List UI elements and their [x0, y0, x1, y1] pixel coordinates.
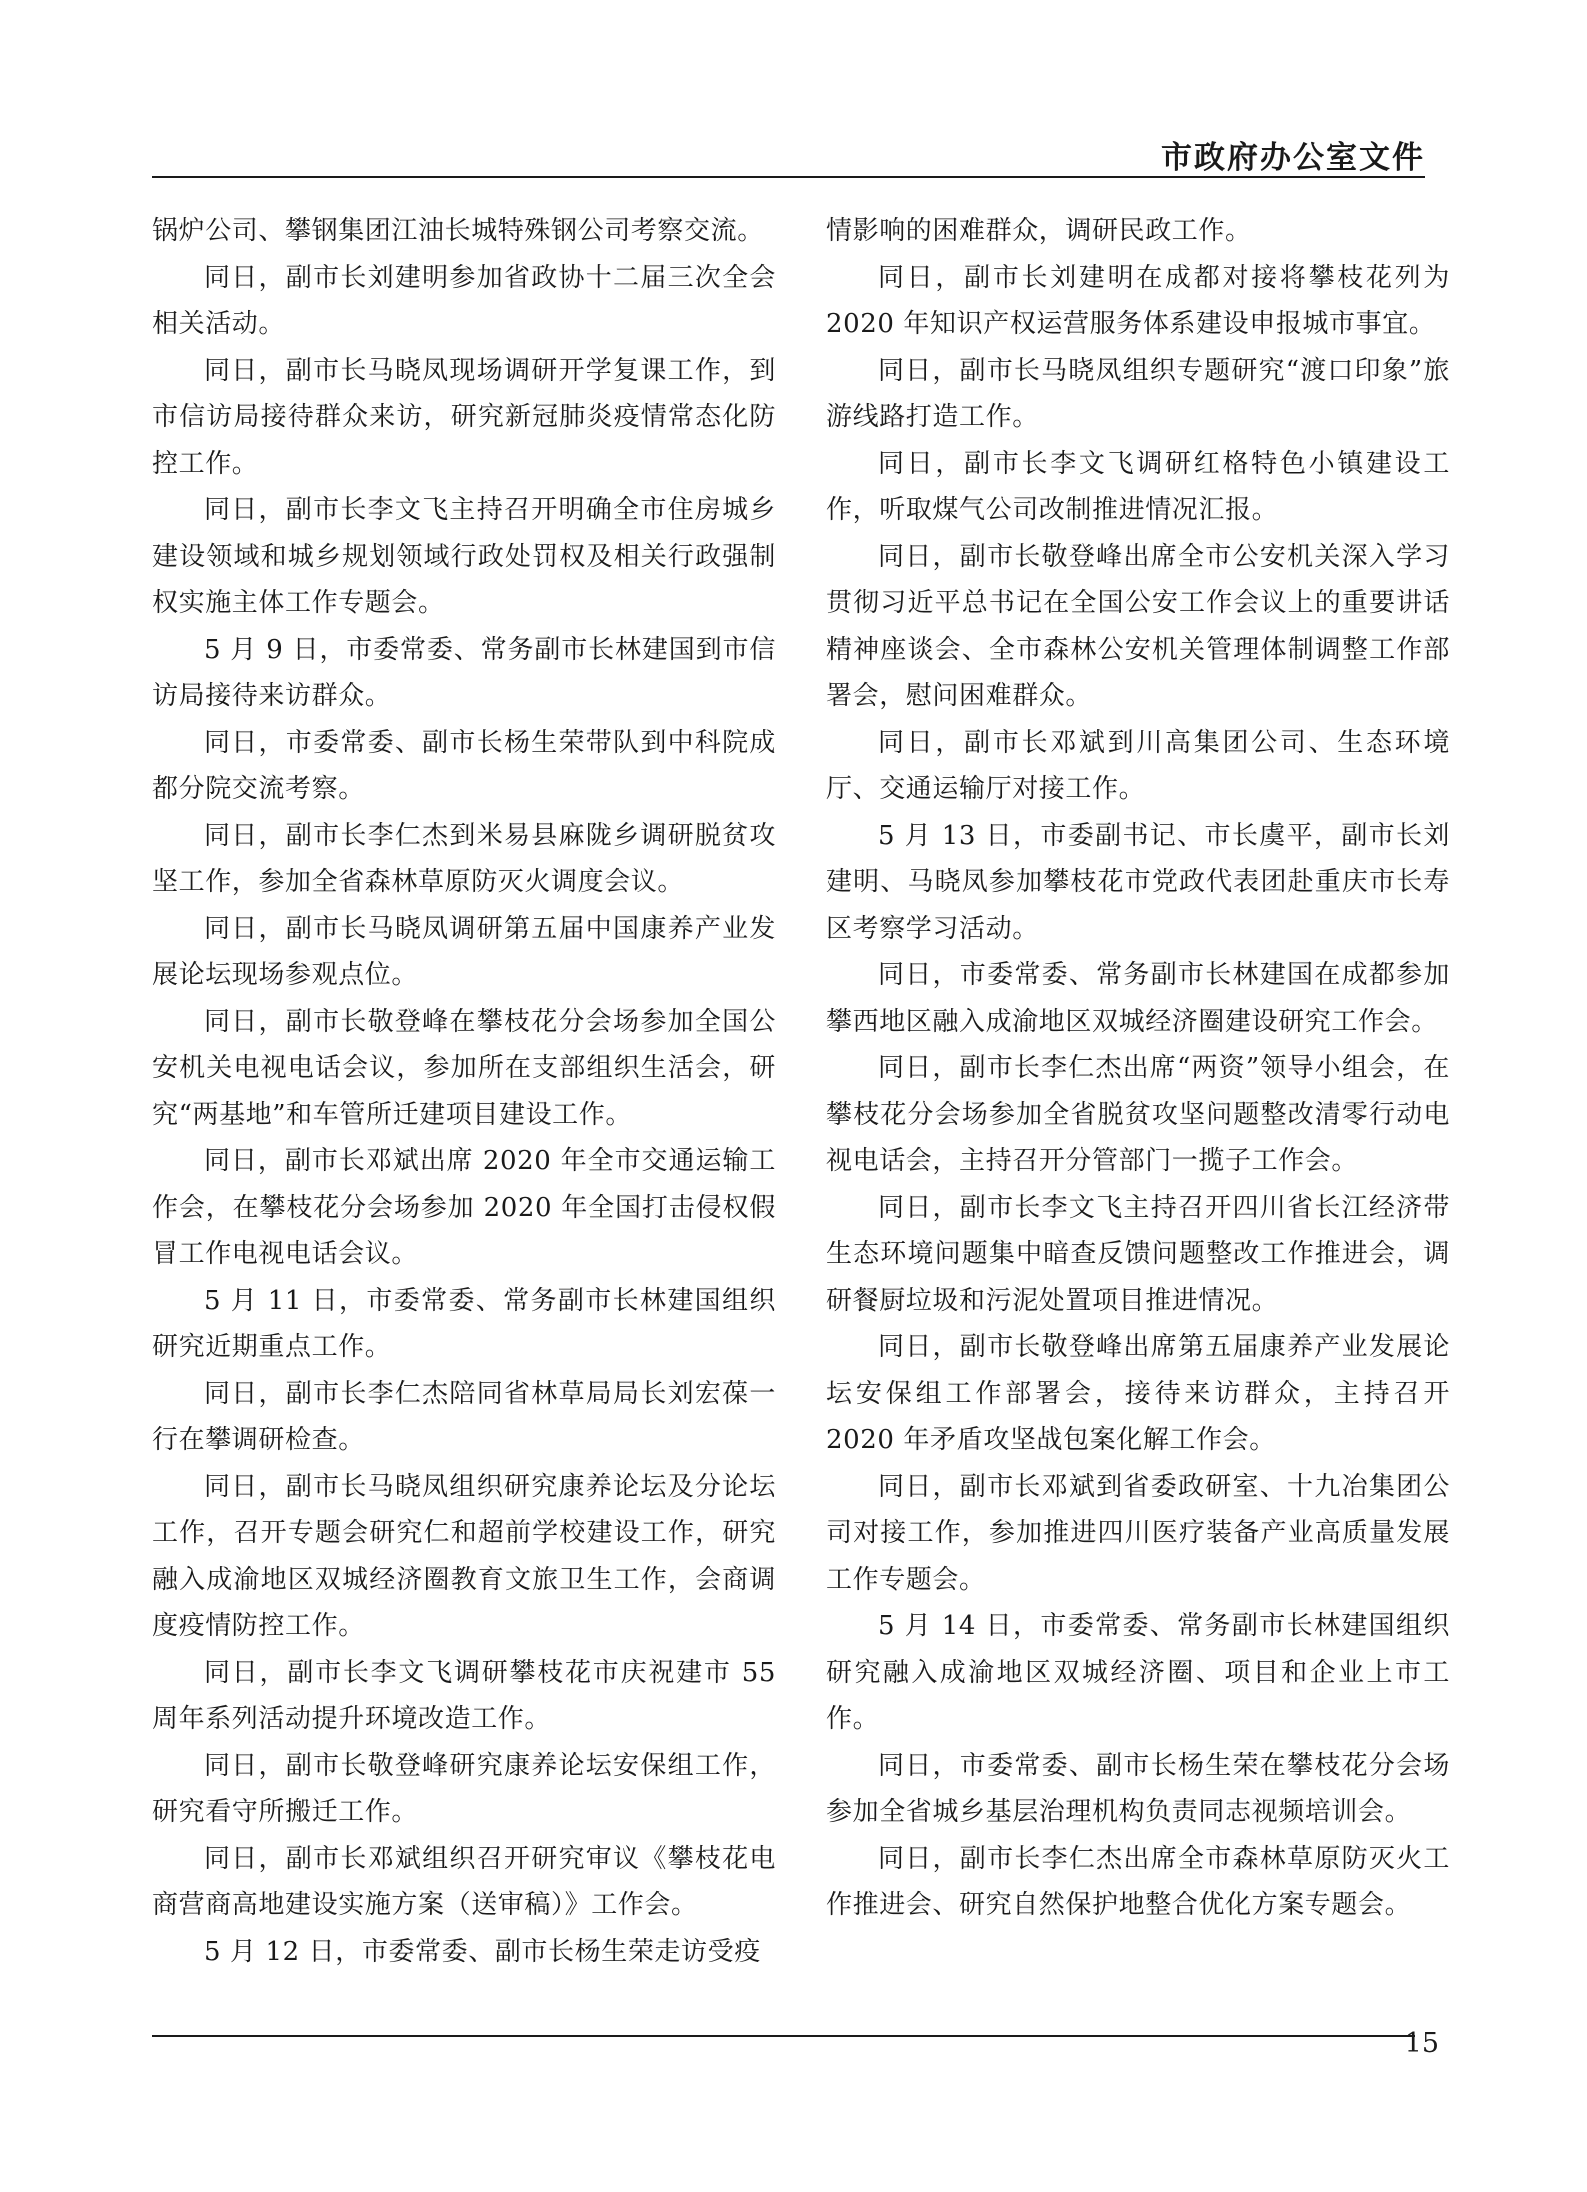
- paragraph: 5 月 9 日，市委常委、常务副市长林建国到市信访局接待来访群众。: [152, 634, 776, 711]
- paragraph: 同日，副市长李仁杰出席“两资”领导小组会，在攀枝花分会场参加全省脱贫攻坚问题整改清零行动电视电话会，主持召开分管部门一揽子工作会。: [826, 1053, 1450, 1176]
- paragraph: 同日，副市长敬登峰出席全市公安机关深入学习贯彻习近平总书记在全国公安工作会议上的重要讲话精神座谈会、全市森林公安机关管理体制调整工作部署会，慰问困难群众。: [826, 541, 1450, 711]
- footer-rule: [152, 2035, 1415, 2037]
- paragraph: 同日，副市长邓斌到省委政研室、十九冶集团公司对接工作，参加推进四川医疗装备产业高质量发展工作专题会。: [826, 1471, 1450, 1595]
- header-rule: [152, 176, 1425, 178]
- paragraph: 同日，副市长马晓凤调研第五届中国康养产业发展论坛现场参观点位。: [152, 913, 776, 990]
- paragraph: 同日，市委常委、副市长杨生荣在攀枝花分会场参加全省城乡基层治理机构负责同志视频培训会。: [826, 1750, 1450, 1827]
- paragraph: 同日，副市长邓斌到川高集团公司、生态环境厅、交通运输厅对接工作。: [826, 727, 1450, 804]
- paragraph: 5 月 13 日，市委副书记、市长虞平，副市长刘建明、马晓凤参加攀枝花市党政代表团赴重庆市长寿区考察学习活动。: [826, 820, 1450, 944]
- paragraph: 同日，市委常委、常务副市长林建国在成都参加攀西地区融入成渝地区双城经济圈建设研究工作会。: [826, 960, 1450, 1037]
- paragraph: 同日，副市长李仁杰陪同省林草局局长刘宏葆一行在攀调研检查。: [152, 1378, 776, 1455]
- paragraph: 同日，副市长李文飞调研攀枝花市庆祝建市 55 周年系列活动提升环境改造工作。: [152, 1657, 776, 1734]
- paragraph: 5 月 12 日，市委常委、副市长杨生荣走访受疫: [204, 1936, 761, 1967]
- paragraph: 情影响的困难群众，调研民政工作。: [826, 216, 1252, 246]
- paragraph: 同日，副市长李仁杰到米易县麻陇乡调研脱贫攻坚工作，参加全省森林草原防灭火调度会议。: [152, 820, 776, 897]
- paragraph: 5 月 11 日，市委常委、常务副市长林建国组织研究近期重点工作。: [152, 1285, 776, 1362]
- paragraph: 同日，副市长李仁杰出席全市森林草原防灭火工作推进会、研究自然保护地整合优化方案专题会。: [826, 1843, 1450, 1920]
- page-number: 15: [1404, 2028, 1439, 2059]
- paragraph: 同日，市委常委、副市长杨生荣带队到中科院成都分院交流考察。: [152, 727, 776, 804]
- paragraph: 同日，副市长李文飞主持召开四川省长江经济带生态环境问题集中暗查反馈问题整改工作推进会，调研餐厨垃圾和污泥处置项目推进情况。: [826, 1192, 1450, 1316]
- paragraph: 同日，副市长李文飞调研红格特色小镇建设工作，听取煤气公司改制推进情况汇报。: [826, 448, 1450, 525]
- paragraph: 同日，副市长邓斌出席 2020 年全市交通运输工作会，在攀枝花分会场参加 2020 年全国打击侵权假冒工作电视电话会议。: [152, 1146, 776, 1269]
- paragraph: 同日，副市长马晓凤组织研究康养论坛及分论坛工作，召开专题会研究仁和超前学校建设工作，研究融入成渝地区双城经济圈教育文旅卫生工作，会商调度疫情防控工作。: [152, 1471, 776, 1641]
- paragraph: 同日，副市长马晓凤现场调研开学复课工作，到市信访局接待群众来访，研究新冠肺炎疫情常态化防控工作。: [152, 355, 776, 479]
- paragraph: 同日，副市长李文飞主持召开明确全市住房城乡建设领域和城乡规划领域行政处罚权及相关行政强制权实施主体工作专题会。: [152, 495, 776, 618]
- paragraph: 同日，副市长邓斌组织召开研究审议《攀枝花电商营商高地建设实施方案（送审稿）》工作会。: [152, 1843, 776, 1920]
- running-header-title: 市政府办公室文件: [1161, 140, 1425, 176]
- paragraph: 同日，副市长敬登峰出席第五届康养产业发展论坛安保组工作部署会，接待来访群众，主持召开 2020 年矛盾攻坚战包案化解工作会。: [826, 1332, 1450, 1455]
- paragraph: 同日，副市长敬登峰研究康养论坛安保组工作，研究看守所搬迁工作。: [152, 1750, 776, 1827]
- right-column: [826, 208, 1450, 1929]
- paragraph: 同日，副市长刘建明参加省政协十二届三次全会相关活动。: [152, 262, 776, 339]
- paragraph: 锅炉公司、攀钢集团江油长城特殊钢公司考察交流。: [152, 216, 764, 246]
- paragraph: 同日，副市长马晓凤组织专题研究“渡口印象”旅游线路打造工作。: [826, 355, 1450, 432]
- paragraph: 5 月 14 日，市委常委、常务副市长林建国组织研究融入成渝地区双城经济圈、项目和企业上市工作。: [826, 1611, 1450, 1734]
- paragraph: 同日，副市长刘建明在成都对接将攀枝花列为 2020 年知识产权运营服务体系建设申报城市事宜。: [826, 262, 1450, 339]
- paragraph: 同日，副市长敬登峰在攀枝花分会场参加全国公安机关电视电话会议，参加所在支部组织生活会，研究“两基地”和车管所迁建项目建设工作。: [152, 1006, 776, 1130]
- left-column: [152, 208, 776, 1975]
